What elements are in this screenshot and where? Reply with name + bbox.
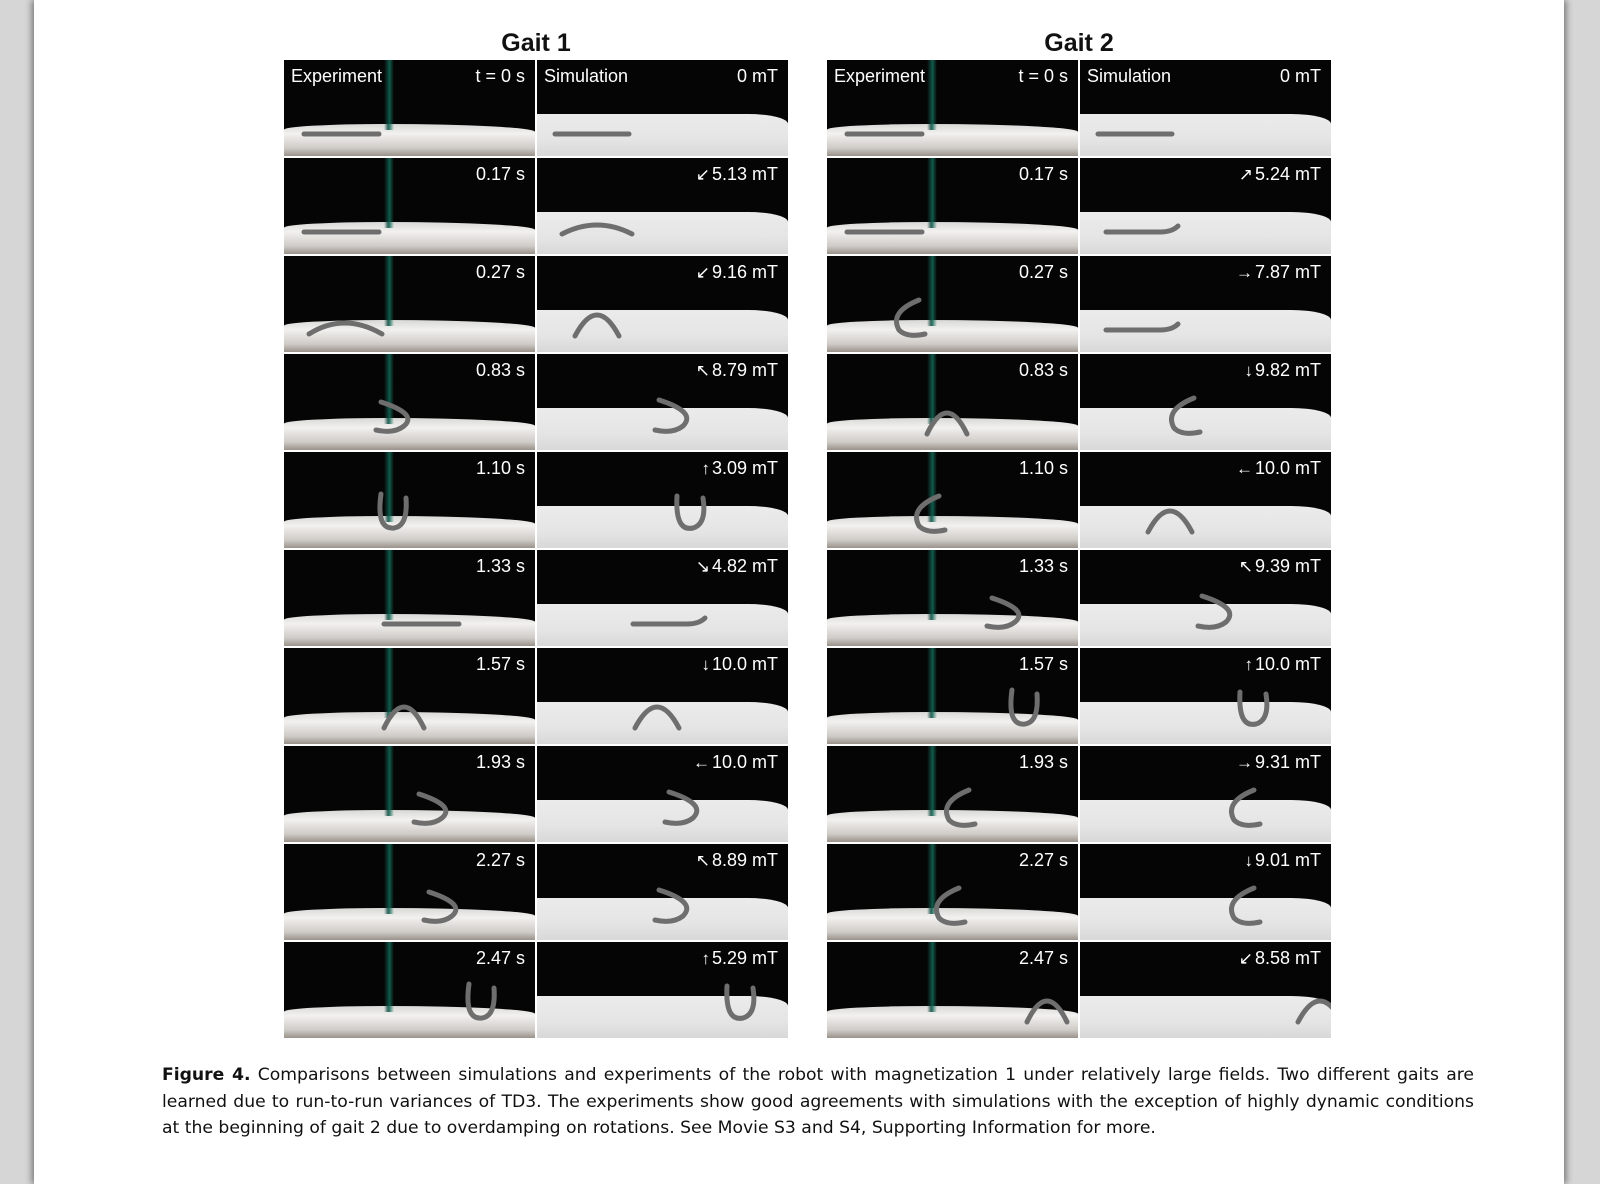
field-label [735, 66, 778, 87]
frame-row [827, 942, 1331, 1038]
field-label [693, 752, 778, 773]
robot-body [1232, 790, 1261, 825]
field-label [1239, 556, 1321, 577]
frame-row [827, 452, 1331, 548]
field-label [696, 850, 778, 871]
robot-body [633, 618, 705, 624]
experiment-frame [827, 354, 1078, 450]
simulation-frame [1080, 158, 1331, 254]
field-strength: 10.0 mT [1254, 458, 1321, 478]
field-label [696, 164, 778, 185]
experiment-frame [284, 746, 535, 842]
field-strength: 8.58 mT [1254, 948, 1321, 968]
field-direction-arrow-icon: ↙ [1238, 949, 1253, 968]
field-direction-arrow-icon: ← [1235, 459, 1253, 478]
frame-row [284, 354, 788, 450]
time-label: 0.27 s [475, 262, 525, 282]
time-label: 0.17 s [1018, 164, 1068, 184]
frame-row [827, 60, 1331, 156]
robot-body [1011, 690, 1037, 724]
robot-body [1106, 324, 1178, 330]
time-label: 1.57 s [475, 654, 525, 674]
simulation-frame [1080, 648, 1331, 744]
field-label [696, 360, 778, 381]
field-label [1236, 262, 1321, 283]
robot-body [635, 707, 679, 728]
robot-body [1148, 511, 1192, 532]
field-strength: 8.79 mT [711, 360, 778, 380]
robot-body [727, 986, 754, 1018]
frame-row [284, 844, 788, 940]
time-label: 2.27 s [475, 850, 525, 870]
robot-body [917, 496, 946, 531]
field-strength: 10.0 mT [711, 752, 778, 772]
time-label: 1.93 s [475, 752, 525, 772]
simulation-frame [537, 452, 788, 548]
gait-frame-grid [827, 60, 1331, 1038]
simulation-frame [1080, 942, 1331, 1038]
field-strength: 9.01 mT [1254, 850, 1321, 870]
time-label: 0.27 s [1018, 262, 1068, 282]
frame-row [284, 942, 788, 1038]
frame-row [284, 60, 788, 156]
robot-body [665, 792, 697, 823]
robot-body [937, 888, 966, 923]
robot-body [1240, 692, 1267, 724]
field-direction-arrow-icon: ↘ [695, 557, 710, 576]
frame-row [284, 452, 788, 548]
field-label [1239, 948, 1321, 969]
simulation-frame [537, 60, 788, 156]
experiment-frame [284, 256, 535, 352]
field-label [1236, 752, 1321, 773]
field-label [701, 654, 778, 675]
field-strength: 8.89 mT [711, 850, 778, 870]
time-label: t = 0 s [1018, 66, 1068, 86]
time-label: 2.27 s [1018, 850, 1068, 870]
field-direction-arrow-icon: ↖ [695, 851, 710, 870]
field-direction-arrow-icon: ← [692, 753, 710, 772]
field-label [1244, 850, 1321, 871]
robot-body [1172, 398, 1201, 433]
experiment-frame [284, 60, 535, 156]
robot-body [1298, 1001, 1331, 1022]
time-label: t = 0 s [475, 66, 525, 86]
figure-label: Figure 4. [162, 1065, 251, 1085]
simulation-frame [1080, 746, 1331, 842]
field-strength: 0 mT [1279, 66, 1321, 86]
robot-body [575, 315, 619, 336]
field-direction-arrow-icon: ↓ [1244, 361, 1253, 380]
robot-body [655, 890, 687, 921]
field-label [1239, 164, 1321, 185]
field-direction-arrow-icon: ↙ [695, 263, 710, 282]
robot-body [1232, 888, 1261, 923]
time-label: 1.10 s [475, 458, 525, 478]
simulation-frame [537, 844, 788, 940]
field-strength: 5.24 mT [1254, 164, 1321, 184]
experiment-frame [284, 648, 535, 744]
simulation-frame [537, 158, 788, 254]
field-strength: 5.13 mT [711, 164, 778, 184]
frame-row [284, 550, 788, 646]
robot-body [1198, 596, 1230, 627]
experiment-frame [827, 60, 1078, 156]
frame-row [827, 550, 1331, 646]
field-strength: 9.82 mT [1254, 360, 1321, 380]
experiment-label: Experiment [834, 66, 926, 86]
experiment-frame [827, 648, 1078, 744]
frame-row [827, 354, 1331, 450]
field-strength: 5.29 mT [711, 948, 778, 968]
robot-body [468, 984, 494, 1018]
time-label: 1.10 s [1018, 458, 1068, 478]
field-label [696, 556, 778, 577]
time-label: 2.47 s [1018, 948, 1068, 968]
field-direction-arrow-icon: ↓ [1244, 851, 1253, 870]
experiment-frame [284, 550, 535, 646]
robot-body [424, 892, 456, 921]
experiment-frame [827, 158, 1078, 254]
field-label [696, 262, 778, 283]
field-strength: 9.31 mT [1254, 752, 1321, 772]
experiment-frame [284, 452, 535, 548]
field-label [1244, 654, 1321, 675]
field-strength: 3.09 mT [711, 458, 778, 478]
field-direction-arrow-icon: ↙ [695, 165, 710, 184]
field-strength: 9.39 mT [1254, 556, 1321, 576]
caption-text: Comparisons between simulations and experiments of the robot with magnetization 1 under relatively large fields. Two different gaits are learned due to run-to-run variances of TD3. The experiments show good agreements with simulations with the exception of highly dynamic conditions at the beginning of gait 2 due to overdamping on rotations. See Movie S3 and S4, Supporting Information for more. [162, 1065, 1474, 1138]
field-direction-arrow-icon: → [1235, 753, 1253, 772]
robot-body [309, 323, 382, 334]
gait-frame-grid [284, 60, 788, 1038]
gait-title: Gait 1 [501, 29, 571, 57]
experiment-frame [827, 942, 1078, 1038]
field-direction-arrow-icon: ↗ [1238, 165, 1253, 184]
time-label: 0.83 s [1018, 360, 1068, 380]
robot-body [562, 225, 632, 234]
time-label: 0.83 s [475, 360, 525, 380]
time-label: 2.47 s [475, 948, 525, 968]
robot-body [1106, 226, 1178, 232]
experiment-frame [284, 942, 535, 1038]
robot-body [927, 413, 967, 434]
experiment-frame [827, 550, 1078, 646]
simulation-frame [1080, 354, 1331, 450]
simulation-frame [537, 746, 788, 842]
experiment-frame [827, 452, 1078, 548]
time-label: 0.17 s [475, 164, 525, 184]
robot-body [947, 790, 976, 825]
gait-title: Gait 2 [1044, 29, 1114, 57]
simulation-frame [1080, 256, 1331, 352]
figure-caption [162, 1062, 1474, 1142]
frame-row [284, 648, 788, 744]
robot-body [414, 794, 446, 823]
frame-row [827, 158, 1331, 254]
field-direction-arrow-icon: ↖ [1238, 557, 1253, 576]
experiment-frame [827, 256, 1078, 352]
simulation-frame [1080, 844, 1331, 940]
time-label: 1.33 s [1018, 556, 1068, 576]
time-label: 1.93 s [1018, 752, 1068, 772]
time-label: 1.33 s [475, 556, 525, 576]
field-strength: 7.87 mT [1254, 262, 1321, 282]
simulation-frame [1080, 452, 1331, 548]
robot-body [1027, 1001, 1067, 1022]
frame-row [284, 158, 788, 254]
robot-body [655, 400, 687, 431]
robot-body [376, 402, 408, 431]
robot-body [384, 707, 424, 728]
field-label [1278, 66, 1321, 87]
field-label [1244, 360, 1321, 381]
simulation-frame [537, 648, 788, 744]
experiment-frame [827, 844, 1078, 940]
field-direction-arrow-icon: ↑ [1244, 655, 1253, 674]
field-label [701, 458, 778, 479]
robot-body [987, 598, 1019, 627]
field-direction-arrow-icon: ↓ [701, 655, 710, 674]
simulation-frame [1080, 60, 1331, 156]
field-label [701, 948, 778, 969]
robot-body [677, 496, 704, 528]
simulation-frame [537, 550, 788, 646]
field-strength: 10.0 mT [711, 654, 778, 674]
field-direction-arrow-icon: → [1235, 263, 1253, 282]
robot-body [897, 300, 926, 335]
gait-1-figure [284, 26, 788, 1038]
frame-row [827, 256, 1331, 352]
simulation-frame [1080, 550, 1331, 646]
simulation-frame [537, 256, 788, 352]
frame-row [284, 746, 788, 842]
experiment-frame [827, 746, 1078, 842]
simulation-label: Simulation [544, 66, 629, 86]
frame-row [284, 256, 788, 352]
experiment-frame [284, 844, 535, 940]
experiment-frame [284, 158, 535, 254]
frame-row [827, 648, 1331, 744]
field-strength: 9.16 mT [711, 262, 778, 282]
frame-row [827, 844, 1331, 940]
field-strength: 10.0 mT [1254, 654, 1321, 674]
field-direction-arrow-icon: ↖ [695, 361, 710, 380]
simulation-frame [537, 942, 788, 1038]
simulation-frame [537, 354, 788, 450]
experiment-label: Experiment [291, 66, 383, 86]
field-direction-arrow-icon: ↑ [701, 949, 710, 968]
frame-row [827, 746, 1331, 842]
gait-2-figure [827, 26, 1331, 1038]
paper-page [34, 0, 1564, 1184]
simulation-label: Simulation [1087, 66, 1172, 86]
experiment-frame [284, 354, 535, 450]
field-strength: 4.82 mT [711, 556, 778, 576]
field-label [1236, 458, 1321, 479]
field-direction-arrow-icon: ↑ [701, 459, 710, 478]
field-strength: 0 mT [736, 66, 778, 86]
time-label: 1.57 s [1018, 654, 1068, 674]
robot-body [380, 494, 406, 528]
